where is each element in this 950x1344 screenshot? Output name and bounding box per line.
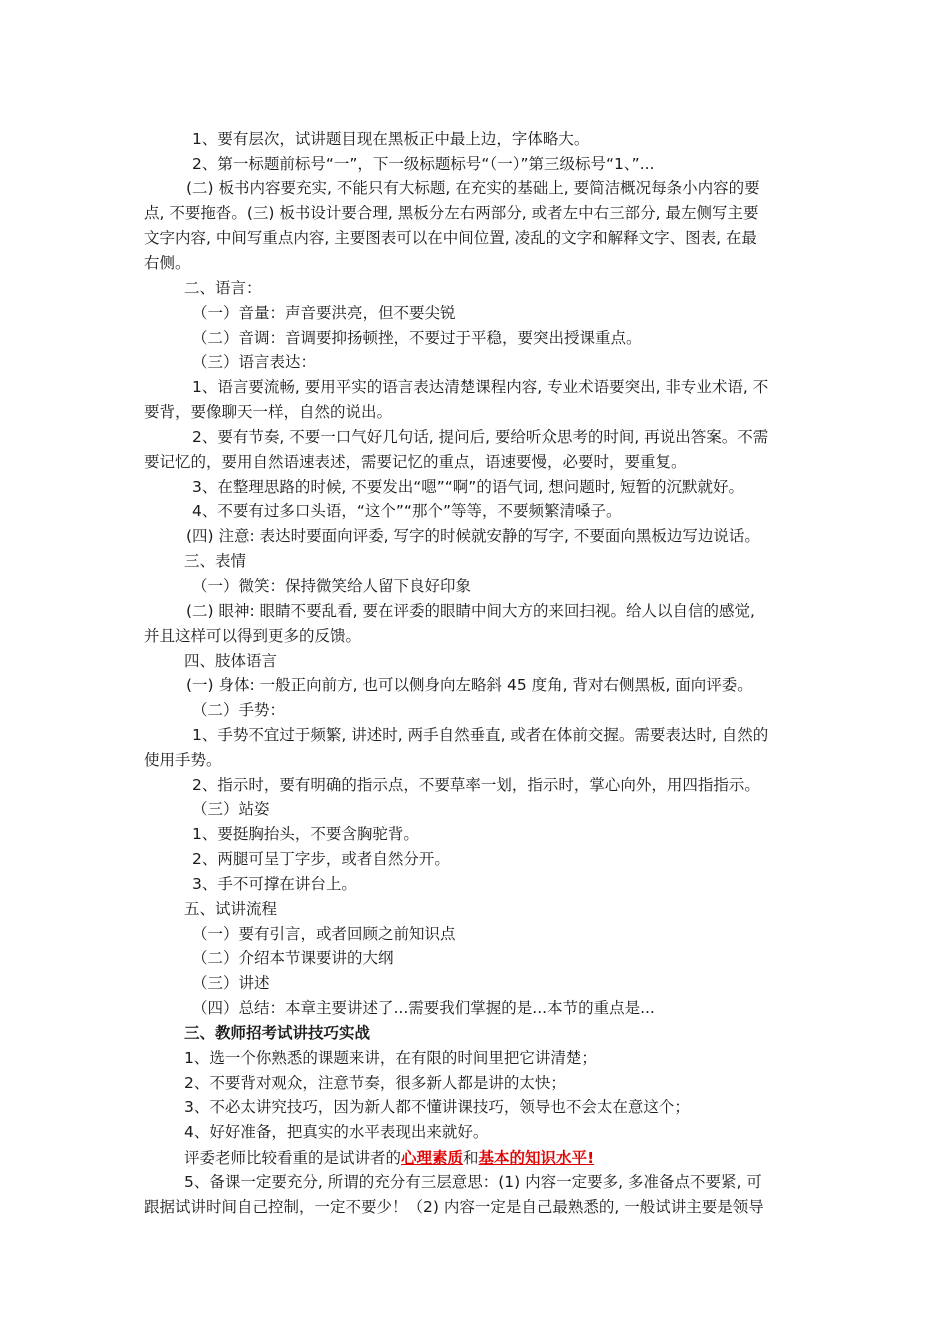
text-line: (四) 注意: 表达时要面向评委, 写字的时候就安静的写字, 不要面向黑板边写边说话。 [186,527,760,545]
text-line: （二）音调：音调要抑扬顿挫，不要过于平稳，要突出授课重点。 [192,329,642,347]
section-heading: 三、教师招考试讲技巧实战 [184,1024,371,1042]
text-line: 点, 不要拖沓。(三) 板书设计要合理, 黑板分左右两部分, 或者左中右三部分, 最左侧写主要 [144,204,759,222]
text-line: 2、要有节奏, 不要一口气好几句话, 提问后, 要给听众思考的时间, 再说出答案。不需 [192,428,769,446]
text-line: 2、指示时，要有明确的指示点，不要草率一划，指示时，掌心向外，用四指指示。 [192,776,760,794]
text-line: 1、要有层次，试讲题目现在黑板正中最上边，字体略大。 [192,130,590,148]
text-line: （一）音量：声音要洪亮，但不要尖锐 [192,304,456,322]
text-line: (二) 板书内容要充实, 不能只有大标题, 在充实的基础上, 要简洁概况每条小内容的要 [186,179,760,197]
text-line: （一）要有引言，或者回顾之前知识点 [192,925,456,943]
text-line: 二、语言： [184,279,262,297]
text-line: 3、不必太讲究技巧，因为新人都不懂讲课技巧，领导也不会太在意这个； [184,1098,690,1116]
text-line: 3、手不可撑在讲台上。 [192,875,357,893]
text-line: 4、好好准备，把真实的水平表现出来就好。 [184,1123,489,1141]
text-line: 1、要挺胸抬头，不要含胸驼背。 [192,825,419,843]
text-line: 三、表情 [184,552,247,570]
text-line: 5、备课一定要充分, 所谓的充分有三层意思：(1) 内容一定要多, 多准备点不要紧, 可 [184,1173,762,1191]
text-segment: 和 [463,1149,479,1167]
text-line: （一）微笑：保持微笑给人留下良好印象 [192,577,472,595]
text-line: 右侧。 [144,254,191,272]
text-line: 3、在整理思路的时候, 不要发出“嗯”“啊”的语气词, 想问题时, 短暂的沉默就好。 [192,478,745,496]
text-line: 1、语言要流畅, 要用平实的语言表达清楚课程内容, 专业术语要突出, 非专业术语, 不 [192,378,769,396]
text-line: 跟据试讲时间自己控制，一定不要少！（2) 内容一定是自己最熟悉的, 一般试讲主要是领导 [144,1198,764,1216]
text-line: （三）语言表达： [192,353,317,371]
text-line: 要背，要像聊天一样，自然的说出。 [144,403,393,421]
text-line: 四、肢体语言 [184,652,278,670]
text-line: 并且这样可以得到更多的反馈。 [144,627,362,645]
text-line: 使用手势。 [144,751,222,769]
text-line: 2、两腿可呈丁字步，或者自然分开。 [192,850,450,868]
text-line [184,1146,594,1170]
text-segment: 评委老师比较看重的是试讲者的 [184,1149,402,1167]
text-line: 4、不要有过多口头语，“这个”“那个”等等，不要频繁清嗓子。 [192,502,622,520]
text-line: (一) 身体: 一般正向前方, 也可以侧身向左略斜 45 度角, 背对右侧黑板, 面向评委。 [186,676,753,694]
text-line: （三）站姿 [192,800,270,818]
text-line: （二）介绍本节课要讲的大纲 [192,949,394,967]
highlighted-text: 心理素质 [401,1149,464,1167]
highlighted-text: 基本的知识水平 [478,1149,588,1167]
text-line: 2、第一标题前标号“一”，下一级标题标号“（一）”第三级标号“1、”... [192,155,655,173]
text-line: （二）手势： [192,701,286,719]
text-line: 1、手势不宜过于频繁, 讲述时, 两手自然垂直, 或者在体前交握。需要表达时, 自然的 [192,726,769,744]
text-line: 2、不要背对观众，注意节奏，很多新人都是讲的太快； [184,1074,566,1092]
text-line: 要记忆的，要用自然语速表述，需要记忆的重点，语速要慢，必要时，要重复。 [144,453,687,471]
text-line: 五、试讲流程 [184,900,278,918]
text-line: 1、选一个你熟悉的课题来讲，在有限的时间里把它讲清楚； [184,1049,597,1067]
text-line: （三）讲述 [192,974,270,992]
highlighted-text: ! [587,1149,595,1167]
text-line: (二) 眼神: 眼睛不要乱看, 要在评委的眼睛中间大方的来回扫视。给人以自信的感觉, [186,602,755,620]
text-line: （四）总结：本章主要讲述了...需要我们掌握的是...本节的重点是... [192,999,655,1017]
text-line: 文字内容, 中间写重点内容, 主要图表可以在中间位置, 凌乱的文字和解释文字、图表, 在最 [144,229,757,247]
